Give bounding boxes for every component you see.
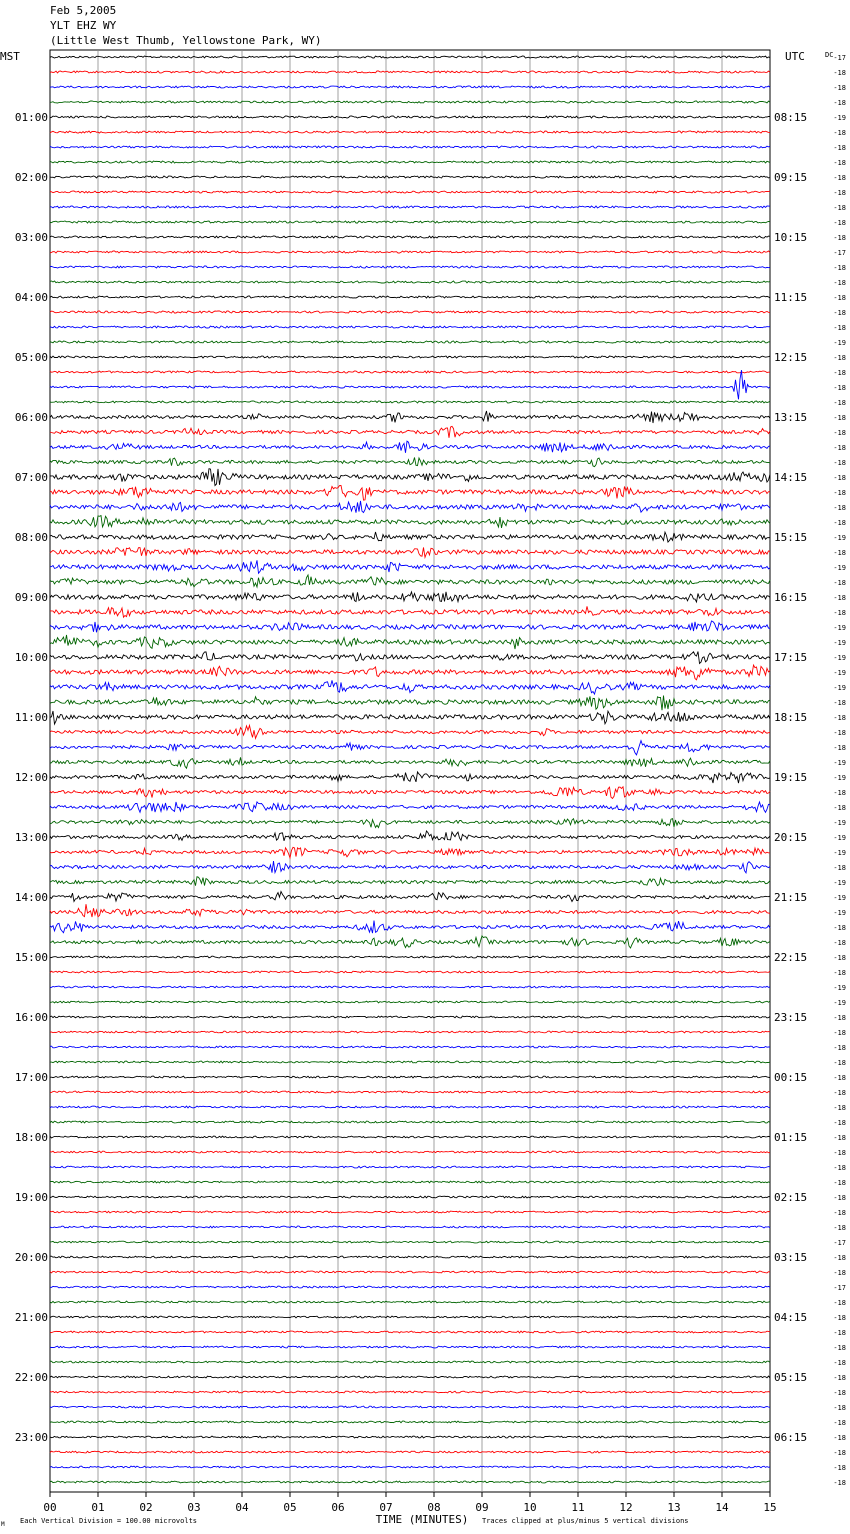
dc-offset-label: -18 <box>833 429 846 437</box>
trace-41 <box>50 665 770 680</box>
dc-offset-label: -18 <box>833 594 846 602</box>
hour-label-right: 02:15 <box>774 1191 808 1204</box>
trace-20 <box>50 356 770 358</box>
dc-offset-label: -18 <box>833 789 846 797</box>
dc-offset-label: -18 <box>833 474 846 482</box>
trace-12 <box>50 236 770 238</box>
dc-offset-label: -18 <box>833 129 846 137</box>
trace-84 <box>50 1316 770 1318</box>
trace-89 <box>50 1391 770 1393</box>
dc-offset-label: -18 <box>833 1194 846 1202</box>
x-tick-label: 08 <box>427 1501 441 1514</box>
dc-offset-label: -18 <box>833 549 846 557</box>
dc-offset-label: -19 <box>833 564 846 572</box>
trace-76 <box>50 1196 770 1198</box>
trace-34 <box>50 560 770 573</box>
x-tick-label: 02 <box>139 1501 153 1514</box>
dc-offset-label: -18 <box>833 174 846 182</box>
trace-75 <box>50 1181 770 1183</box>
hour-label-right: 21:15 <box>774 891 808 904</box>
trace-94 <box>50 1466 770 1468</box>
dc-offset-label: -18 <box>833 1269 846 1277</box>
trace-57 <box>50 904 770 917</box>
dc-offset-label: -19 <box>833 909 846 917</box>
trace-45 <box>50 725 770 738</box>
dc-offset-label: -18 <box>833 204 846 212</box>
trace-42 <box>50 680 770 694</box>
trace-91 <box>50 1421 770 1423</box>
dc-offset-label: -18 <box>833 1134 846 1142</box>
trace-63 <box>50 1001 770 1003</box>
dc-offset-label: -18 <box>833 924 846 932</box>
hour-label-right: 16:15 <box>774 591 808 604</box>
trace-93 <box>50 1451 770 1453</box>
trace-50 <box>50 802 770 812</box>
trace-54 <box>50 861 770 873</box>
trace-90 <box>50 1406 770 1408</box>
hour-label-left: 11:00 <box>14 711 48 724</box>
trace-36 <box>50 592 770 602</box>
dc-offset-label: -18 <box>833 954 846 962</box>
trace-35 <box>50 575 770 587</box>
x-tick-label: 13 <box>667 1501 681 1514</box>
trace-15 <box>50 281 770 283</box>
trace-27 <box>50 458 770 467</box>
trace-37 <box>50 606 770 617</box>
dc-offset-label: -18 <box>833 729 846 737</box>
dc-offset-label: -18 <box>833 1344 846 1352</box>
trace-61 <box>50 971 770 973</box>
dc-offset-label: -18 <box>833 1359 846 1367</box>
trace-67 <box>50 1061 770 1063</box>
dc-offset-label: -18 <box>833 1044 846 1052</box>
dc-offset-label: -19 <box>833 999 846 1007</box>
trace-74 <box>50 1166 770 1168</box>
trace-58 <box>50 921 770 934</box>
dc-offset-label: -18 <box>833 609 846 617</box>
hour-label-left: 05:00 <box>14 351 48 364</box>
dc-offset-label: -18 <box>833 1329 846 1337</box>
dc-offset-label: -18 <box>833 264 846 272</box>
trace-72 <box>50 1136 770 1138</box>
trace-25 <box>50 426 770 438</box>
dc-offset-label: -18 <box>833 1299 846 1307</box>
hour-label-right: 00:15 <box>774 1071 808 1084</box>
trace-14 <box>50 266 770 268</box>
hour-label-right: 20:15 <box>774 831 808 844</box>
dc-offset-label: -18 <box>833 279 846 287</box>
hour-label-left: 19:00 <box>14 1191 48 1204</box>
hour-label-left: 02:00 <box>14 171 48 184</box>
trace-53 <box>50 847 770 858</box>
dc-label: DC <box>825 51 834 59</box>
trace-38 <box>50 621 770 632</box>
hour-label-left: 22:00 <box>14 1371 48 1384</box>
trace-22 <box>50 370 770 399</box>
dc-offset-label: -19 <box>833 684 846 692</box>
hour-label-left: 17:00 <box>14 1071 48 1084</box>
trace-46 <box>50 741 770 755</box>
trace-24 <box>50 411 770 423</box>
x-tick-label: 14 <box>715 1501 729 1514</box>
trace-44 <box>50 711 770 724</box>
hour-label-left: 12:00 <box>14 771 48 784</box>
dc-offset-label: -19 <box>833 759 846 767</box>
station-location: (Little West Thumb, Yellowstone Park, WY) <box>50 34 322 47</box>
trace-55 <box>50 877 770 886</box>
trace-66 <box>50 1046 770 1048</box>
hour-label-left: 07:00 <box>14 471 48 484</box>
trace-69 <box>50 1091 770 1093</box>
dc-offset-label: -18 <box>833 969 846 977</box>
trace-43 <box>50 696 770 711</box>
dc-offset-label: -18 <box>833 804 846 812</box>
trace-40 <box>50 652 770 664</box>
dc-offset-label: -19 <box>833 984 846 992</box>
dc-offset-label: -19 <box>833 819 846 827</box>
dc-offset-label: -18 <box>833 294 846 302</box>
hour-label-left: 04:00 <box>14 291 48 304</box>
trace-49 <box>50 787 770 799</box>
hour-label-left: 01:00 <box>14 111 48 124</box>
hour-label-right: 14:15 <box>774 471 808 484</box>
trace-26 <box>50 441 770 453</box>
trace-92 <box>50 1436 770 1438</box>
trace-1 <box>50 71 770 73</box>
trace-86 <box>50 1346 770 1348</box>
dc-offset-label: -18 <box>833 399 846 407</box>
dc-offset-label: -18 <box>833 369 846 377</box>
dc-offset-label: -18 <box>833 144 846 152</box>
x-tick-label: 11 <box>571 1501 585 1514</box>
footer-mark: M <box>1 1521 5 1528</box>
trace-0 <box>50 56 770 58</box>
trace-77 <box>50 1211 770 1213</box>
trace-3 <box>50 101 770 103</box>
hour-label-right: 01:15 <box>774 1131 808 1144</box>
hour-label-right: 17:15 <box>774 651 808 664</box>
hour-label-right: 22:15 <box>774 951 808 964</box>
dc-offset-label: -18 <box>833 384 846 392</box>
plot-date: Feb 5,2005 <box>50 4 117 17</box>
dc-offset-label: -18 <box>833 1314 846 1322</box>
trace-71 <box>50 1121 770 1123</box>
hour-label-right: 08:15 <box>774 111 808 124</box>
trace-64 <box>50 1016 770 1018</box>
dc-offset-label: -19 <box>833 894 846 902</box>
trace-21 <box>50 371 770 373</box>
trace-62 <box>50 986 770 988</box>
hour-label-right: 06:15 <box>774 1431 808 1444</box>
trace-28 <box>50 469 770 486</box>
x-tick-label: 15 <box>763 1501 777 1514</box>
hour-label-left: 15:00 <box>14 951 48 964</box>
dc-offset-label: -19 <box>833 879 846 887</box>
dc-offset-label: -18 <box>833 579 846 587</box>
hour-label-left: 18:00 <box>14 1131 48 1144</box>
dc-offset-label: -17 <box>833 1284 846 1292</box>
hour-label-left: 03:00 <box>14 231 48 244</box>
dc-offset-label: -18 <box>833 1374 846 1382</box>
trace-39 <box>50 635 770 649</box>
trace-31 <box>50 516 770 528</box>
trace-23 <box>50 401 770 403</box>
dc-offset-label: -18 <box>833 939 846 947</box>
hour-label-left: 20:00 <box>14 1251 48 1264</box>
hour-label-left: 08:00 <box>14 531 48 544</box>
trace-80 <box>50 1256 770 1258</box>
trace-4 <box>50 116 770 118</box>
dc-offset-label: -18 <box>833 504 846 512</box>
dc-offset-label: -18 <box>833 1104 846 1112</box>
trace-30 <box>50 501 770 513</box>
dc-offset-label: -17 <box>833 54 846 62</box>
dc-offset-label: -18 <box>833 459 846 467</box>
hour-label-right: 10:15 <box>774 231 808 244</box>
hour-label-right: 05:15 <box>774 1371 808 1384</box>
dc-offset-label: -18 <box>833 219 846 227</box>
dc-offset-label: -18 <box>833 1164 846 1172</box>
hour-label-left: 06:00 <box>14 411 48 424</box>
x-tick-label: 05 <box>283 1501 297 1514</box>
x-axis-title: TIME (MINUTES) <box>375 1513 469 1526</box>
trace-6 <box>50 146 770 148</box>
dc-offset-label: -18 <box>833 1254 846 1262</box>
vertical-division-note: Each Vertical Division = 100.00 microvolts <box>20 1517 198 1525</box>
dc-offset-label: -18 <box>833 1404 846 1412</box>
trace-48 <box>50 772 770 783</box>
trace-78 <box>50 1226 770 1228</box>
dc-offset-label: -18 <box>833 1449 846 1457</box>
x-tick-label: 04 <box>235 1501 249 1514</box>
trace-95 <box>50 1481 770 1483</box>
dc-offset-label: -18 <box>833 1464 846 1472</box>
hour-label-right: 19:15 <box>774 771 808 784</box>
trace-56 <box>50 892 770 902</box>
dc-offset-label: -19 <box>833 339 846 347</box>
trace-29 <box>50 486 770 501</box>
trace-60 <box>50 956 770 958</box>
trace-52 <box>50 831 770 841</box>
x-tick-label: 12 <box>619 1501 633 1514</box>
trace-5 <box>50 131 770 133</box>
dc-offset-label: -18 <box>833 189 846 197</box>
dc-offset-label: -18 <box>833 159 846 167</box>
hour-label-left: 14:00 <box>14 891 48 904</box>
hour-label-right: 12:15 <box>774 351 808 364</box>
dc-offset-label: -18 <box>833 324 846 332</box>
trace-81 <box>50 1271 770 1273</box>
hour-label-left: 13:00 <box>14 831 48 844</box>
hour-label-left: 21:00 <box>14 1311 48 1324</box>
hour-label-right: 13:15 <box>774 411 808 424</box>
dc-offset-label: -19 <box>833 639 846 647</box>
trace-2 <box>50 86 770 88</box>
dc-offset-label: -18 <box>833 414 846 422</box>
dc-offset-label: -18 <box>833 519 846 527</box>
trace-32 <box>50 532 770 542</box>
dc-offset-label: -18 <box>833 1029 846 1037</box>
dc-offset-label: -18 <box>833 354 846 362</box>
x-tick-label: 01 <box>91 1501 105 1514</box>
dc-offset-label: -18 <box>833 1479 846 1487</box>
hour-label-right: 04:15 <box>774 1311 808 1324</box>
x-tick-label: 00 <box>43 1501 57 1514</box>
dc-offset-label: -18 <box>833 1419 846 1427</box>
trace-83 <box>50 1301 770 1303</box>
trace-19 <box>50 341 770 343</box>
x-tick-label: 07 <box>379 1501 393 1514</box>
dc-offset-label: -18 <box>833 1434 846 1442</box>
dc-offset-label: -17 <box>833 1239 846 1247</box>
dc-offset-label: -19 <box>833 654 846 662</box>
right-timezone-label: UTC <box>785 50 805 63</box>
hour-label-left: 16:00 <box>14 1011 48 1024</box>
x-tick-label: 09 <box>475 1501 489 1514</box>
dc-offset-label: -18 <box>833 84 846 92</box>
clipping-note: Traces clipped at plus/minus 5 vertical divisions <box>482 1517 689 1525</box>
dc-offset-label: -19 <box>833 624 846 632</box>
hour-label-left: 10:00 <box>14 651 48 664</box>
trace-16 <box>50 296 770 298</box>
trace-47 <box>50 757 770 768</box>
dc-offset-label: -19 <box>833 834 846 842</box>
dc-offset-label: -18 <box>833 1209 846 1217</box>
dc-offset-label: -18 <box>833 1059 846 1067</box>
dc-offset-label: -18 <box>833 699 846 707</box>
dc-offset-label: -18 <box>833 489 846 497</box>
hour-label-right: 03:15 <box>774 1251 808 1264</box>
trace-51 <box>50 819 770 828</box>
dc-offset-label: -17 <box>833 249 846 257</box>
trace-85 <box>50 1331 770 1333</box>
dc-offset-label: -19 <box>833 114 846 122</box>
trace-82 <box>50 1286 770 1288</box>
x-tick-label: 06 <box>331 1501 345 1514</box>
dc-offset-label: -18 <box>833 69 846 77</box>
dc-offset-label: -18 <box>833 864 846 872</box>
dc-offset-label: -18 <box>833 99 846 107</box>
left-timezone-label: MST <box>0 50 20 63</box>
dc-offset-label: -18 <box>833 1119 846 1127</box>
trace-68 <box>50 1076 770 1078</box>
dc-offset-label: -18 <box>833 234 846 242</box>
dc-offset-label: -19 <box>833 774 846 782</box>
trace-18 <box>50 326 770 328</box>
trace-70 <box>50 1106 770 1108</box>
dc-offset-label: -18 <box>833 1224 846 1232</box>
trace-87 <box>50 1361 770 1363</box>
trace-11 <box>50 221 770 223</box>
trace-7 <box>50 161 770 163</box>
x-tick-label: 10 <box>523 1501 537 1514</box>
trace-73 <box>50 1151 770 1153</box>
trace-65 <box>50 1031 770 1033</box>
hour-label-left: 09:00 <box>14 591 48 604</box>
trace-88 <box>50 1376 770 1378</box>
dc-offset-label: -18 <box>833 444 846 452</box>
hour-label-right: 09:15 <box>774 171 808 184</box>
trace-79 <box>50 1241 770 1243</box>
dc-offset-label: -18 <box>833 744 846 752</box>
hour-label-right: 15:15 <box>774 531 808 544</box>
station-code: YLT EHZ WY <box>50 19 117 32</box>
dc-offset-label: -18 <box>833 1179 846 1187</box>
dc-offset-label: -18 <box>833 1149 846 1157</box>
dc-offset-label: -18 <box>833 1014 846 1022</box>
trace-9 <box>50 191 770 193</box>
dc-offset-label: -19 <box>833 669 846 677</box>
hour-label-right: 18:15 <box>774 711 808 724</box>
trace-8 <box>50 176 770 178</box>
dc-offset-label: -18 <box>833 1389 846 1397</box>
dc-offset-label: -18 <box>833 309 846 317</box>
hour-label-right: 11:15 <box>774 291 808 304</box>
x-tick-label: 03 <box>187 1501 201 1514</box>
dc-offset-label: -19 <box>833 849 846 857</box>
dc-offset-label: -18 <box>833 714 846 722</box>
trace-13 <box>50 251 770 253</box>
dc-offset-label: -18 <box>833 1074 846 1082</box>
trace-59 <box>50 936 770 948</box>
hour-label-right: 23:15 <box>774 1011 808 1024</box>
hour-label-left: 23:00 <box>14 1431 48 1444</box>
trace-33 <box>50 548 770 558</box>
trace-10 <box>50 206 770 208</box>
trace-17 <box>50 311 770 313</box>
dc-offset-label: -18 <box>833 1089 846 1097</box>
dc-offset-label: -19 <box>833 534 846 542</box>
